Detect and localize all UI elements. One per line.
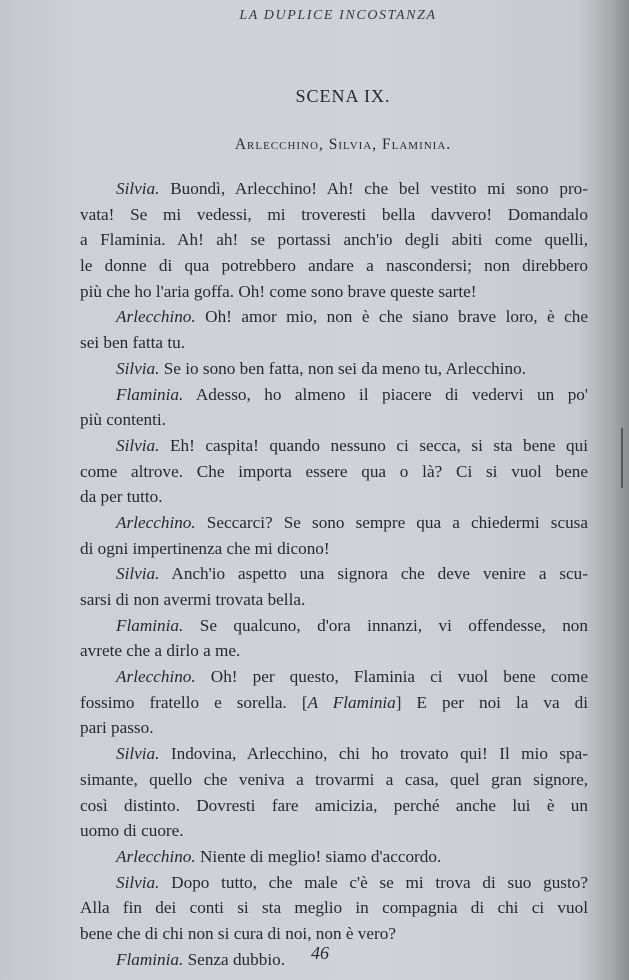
line-text: come altrove. Che importa essere qua o là? Ci si vuol bene — [80, 461, 588, 481]
line-text: sarsi di non avermi trovata bella. — [80, 590, 306, 609]
line-text: Dopo tutto, che male c'è se mi trova di suo gusto? — [159, 872, 588, 892]
text-line — [80, 330, 588, 356]
speaker-name: Arlecchino. — [116, 846, 196, 866]
text-line — [80, 279, 588, 305]
text-line — [80, 664, 588, 690]
text-line — [80, 870, 588, 896]
text-line — [80, 484, 588, 510]
line-text: Alla fin dei conti si sta meglio in compagnia di chi ci vuol — [80, 898, 588, 918]
speaker-name: Arlecchino. — [116, 512, 196, 532]
line-text: a Flaminia. Ah! ah! se portassi anch'io degli abiti come quelli, — [80, 230, 588, 250]
scene-title: SCENA IX. — [295, 86, 391, 106]
line-text: Se io sono ben fatta, non sei da meno tu, Arlecchino. — [159, 358, 527, 378]
page-number: 46 — [311, 943, 329, 963]
text-line — [80, 638, 588, 664]
text-line — [80, 407, 588, 433]
text-line — [80, 895, 588, 921]
text-line — [80, 382, 588, 408]
text-line — [80, 587, 588, 613]
text-line — [80, 561, 588, 587]
speaker-name: Arlecchino. — [116, 307, 196, 327]
line-text: così distinto. Dovresti fare amicizia, perché anche lui è un — [80, 795, 588, 815]
line-text: Oh! per questo, Flaminia ci vuol bene come — [195, 667, 588, 687]
speaker-name: Flaminia. — [116, 615, 184, 635]
text-line — [80, 818, 588, 844]
scene-characters: Arlecchino, Silvia, Flaminia. — [234, 136, 452, 153]
speaker-name: Silvia. — [116, 872, 160, 892]
line-text: avrete che a dirlo a me. — [80, 641, 241, 661]
line-text: bene che di chi non si cura di noi, non è vero? — [80, 923, 396, 943]
text-line — [80, 202, 588, 228]
text-line — [80, 844, 588, 870]
stage-direction: A Flaminia — [307, 692, 396, 712]
text-line — [80, 459, 588, 485]
text-line — [80, 227, 588, 253]
text-line — [80, 253, 588, 279]
line-text: Anch'io aspetto una signora che deve venire a scu- — [159, 564, 588, 584]
text-line — [80, 793, 588, 819]
line-segment: fossimo fratello e sorella. [ — [80, 692, 308, 712]
text-line — [80, 433, 588, 459]
speaker-name: Flaminia. — [116, 384, 184, 404]
line-text: uomo di cuore. — [80, 821, 184, 841]
line-segment: ] E per noi la va di — [395, 692, 588, 712]
line-text: Oh! amor mio, non è che siano brave loro, è che — [195, 307, 588, 327]
speaker-name: Silvia. — [116, 179, 160, 198]
line-text: simante, quello che veniva a trovarmi a casa, quel gran signore, — [80, 769, 588, 789]
line-text: Indovina, Arlecchino, chi ho trovato qui! Il mio spa- — [159, 744, 588, 764]
line-text: Niente di meglio! siamo d'accordo. — [195, 846, 442, 866]
speaker-name: Silvia. — [116, 435, 160, 455]
line-text: le donne di qua potrebbero andare a nascondersi; non direbbero — [80, 256, 588, 276]
text-line — [80, 767, 588, 793]
line-text: Adesso, ho almeno il piacere di vedervi un po' — [183, 384, 588, 404]
dialogue-body — [80, 176, 588, 972]
speaker-name: Flaminia. — [116, 949, 184, 969]
line-text: più che ho l'aria goffa. Oh! come sono brave queste sarte! — [80, 281, 477, 301]
text-line — [80, 176, 588, 202]
speaker-name: Silvia. — [116, 564, 160, 584]
text-line — [80, 304, 588, 330]
line-text: più contenti. — [80, 410, 166, 430]
scan-edge-mark — [621, 428, 623, 488]
speaker-name: Silvia. — [116, 744, 160, 764]
text-line — [80, 690, 588, 716]
line-text: Buondì, Arlecchino! Ah! che bel vestito mi sono pro- — [159, 179, 588, 198]
line-text: Seccarci? Se sono sempre qua a chiedermi scusa — [195, 512, 588, 532]
text-line — [80, 356, 588, 382]
line-text: da per tutto. — [80, 487, 163, 507]
running-head: LA DUPLICE INCOSTANZA — [239, 8, 437, 23]
text-line — [80, 741, 588, 767]
speaker-name: Silvia. — [116, 358, 160, 378]
line-text: sei ben fatta tu. — [80, 333, 185, 353]
line-text: vata! Se mi vedessi, mi troveresti bella davvero! Domandalo — [80, 204, 588, 224]
text-line — [80, 715, 588, 741]
line-text: di ogni impertinenza che mi dicono! — [80, 538, 330, 558]
text-line — [80, 536, 588, 562]
text-line — [80, 613, 588, 639]
line-text: Se qualcuno, d'ora innanzi, vi offendesse, non — [183, 615, 588, 635]
line-text: Senza dubbio. — [183, 949, 286, 969]
line-text: pari passo. — [80, 718, 154, 738]
text-line — [80, 510, 588, 536]
speaker-name: Arlecchino. — [116, 667, 196, 687]
line-text: Eh! caspita! quando nessuno ci secca, si sta bene qui — [159, 435, 588, 455]
